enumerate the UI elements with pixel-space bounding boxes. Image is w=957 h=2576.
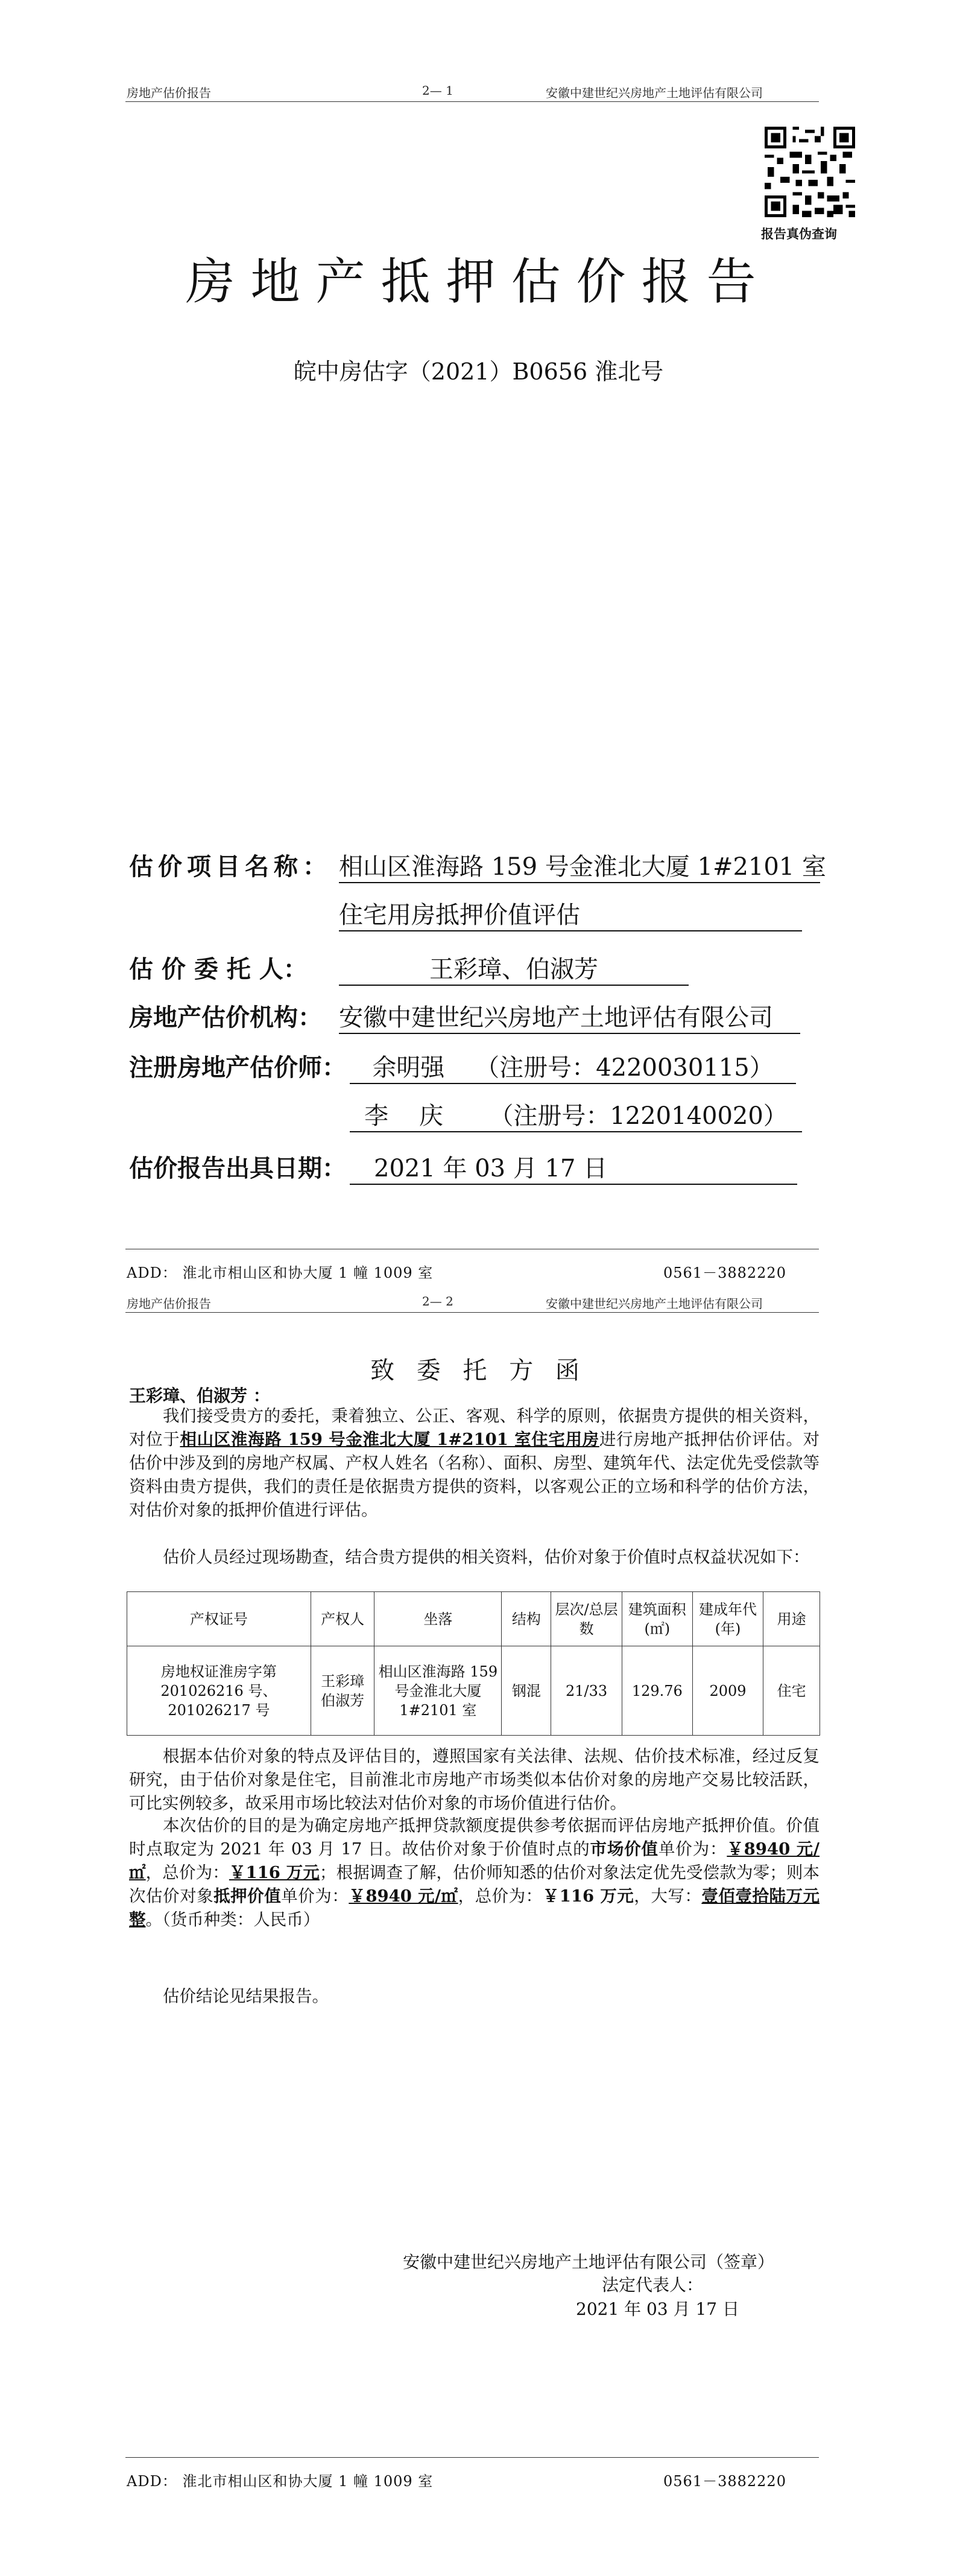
paragraph-1 — [129, 1404, 820, 1522]
table-header-cell: 建成年代(年) — [692, 1592, 763, 1646]
paragraph-5 — [129, 1985, 820, 2008]
page2-header-right: 安徽中建世纪兴房地产土地评估有限公司 — [546, 1296, 763, 1311]
project-name-value-1: 相山区淮海路 159 号金淮北大厦 1#2101 室 — [339, 848, 820, 883]
p4-text-a: 本次估价的目的是为确定房地产抵押贷款额度提供参考依据而评估房地产抵押价值。价值时点取定为 2021 年 03 月 17 日。故估价对象于价值时点的 — [129, 1816, 820, 1859]
table-cell: 住宅 — [763, 1646, 820, 1736]
table-header-cell: 坐落 — [374, 1592, 502, 1646]
p2-text: 估价人员经过现场勘查，结合贵方提供的相关资料，估价对象于价值时点权益状况如下： — [163, 1547, 810, 1567]
paragraph-2 — [129, 1546, 820, 1569]
p1-text-a: 我们接受贵方的委托，秉着独立、公正、客观、科学的原则，依据贵方提供的相关资料，对位于 — [129, 1406, 820, 1449]
p4-text-o: 。（货币种类：人民币） — [145, 1910, 320, 1929]
table-header-cell: 用途 — [763, 1592, 820, 1646]
p4-mortgage-total-price: ￥116 万元 — [542, 1886, 634, 1906]
p1-text-b: 进行房地产抵押估价评估。对估价中涉及到的房地产权属、产权人姓名（名称）、面积、房型、建筑年代、法定优先受偿款等资料由贵方提供，我们的责任是依据贵方提供的资料，以客观公正的立场和科学的估价方法，对估价对象的抵押价值进行评估。 — [129, 1430, 820, 1520]
table-header-cell: 建筑面积(㎡) — [622, 1592, 692, 1646]
p4-text-m: ，大写： — [634, 1886, 702, 1906]
page2-footer-address: ADD： 淮北市相山区和协大厦 1 幢 1009 室 — [127, 2473, 434, 2490]
report-date-value: 2021 年 03 月 17 日 — [350, 1149, 797, 1185]
appraiser-label: 注册房地产估价师： — [129, 1053, 346, 1082]
report-title: 房地产抵押估价报告 — [185, 253, 772, 311]
page1-header-rule — [125, 101, 819, 102]
qr-code-icon[interactable] — [765, 127, 855, 217]
page1-header-page: 2— 1 — [422, 83, 453, 98]
table-cell: 钢混 — [502, 1646, 551, 1736]
table-cell: 21/33 — [551, 1646, 622, 1736]
client-value: 王彩璋、伯淑芳 — [339, 950, 689, 986]
page2-footer-rule — [125, 2457, 819, 2458]
salutation: 王彩璋、伯淑芳 ： — [129, 1386, 270, 1406]
table-cell: 相山区淮海路 159 号金淮北大厦 1#2101 室 — [374, 1646, 502, 1736]
report-number: 皖中房估字（2021）B0656 淮北号 — [293, 358, 664, 385]
p4-text-i: 单价为： — [281, 1886, 349, 1906]
property-rights-table — [127, 1591, 820, 1736]
signature-date: 2021 年 03 月 17 日 — [576, 2299, 740, 2319]
table-header-cell: 产权证号 — [127, 1592, 311, 1646]
project-name-value-2: 住宅用房抵押价值评估 — [339, 896, 802, 931]
letter-title: 致 委 托 方 函 — [370, 1357, 587, 1385]
signature-legal-rep: 法定代表人： — [602, 2275, 704, 2295]
page1-footer-phone: 0561－3882220 — [663, 1264, 786, 1281]
table-header-cell: 层次/总层数 — [551, 1592, 622, 1646]
p4-text-g: ；根据调查了解，估价师知悉的估价对象法定优先受偿款为零；则本次估价对象 — [129, 1863, 820, 1906]
page1-header-left: 房地产估价报告 — [127, 86, 211, 100]
table-header-cell: 结构 — [502, 1592, 551, 1646]
agency-label: 房地产估价机构： — [129, 1003, 322, 1032]
p3-text: 根据本估价对象的特点及评估目的，遵照国家有关法律、法规、估价技术标准，经过反复研究，由于估价对象是住宅，目前淮北市房地产市场类似本估价对象的房地产交易比较活跃，可比实例较多，故采用市场比较法对估价对象的市场价值进行估价。 — [129, 1746, 820, 1813]
paragraph-4 — [129, 1814, 820, 1932]
p4-market-unit-price: ￥8940 元/㎡ — [129, 1839, 820, 1882]
report-date-label: 估价报告出具日期： — [129, 1154, 346, 1182]
project-name-label: 估价项目名称： — [129, 852, 332, 881]
agency-value: 安徽中建世纪兴房地产土地评估有限公司 — [339, 998, 800, 1034]
table-cell: 2009 — [692, 1646, 763, 1736]
p4-mortgage-value-term: 抵押价值 — [213, 1886, 282, 1906]
p4-amount-in-words: 壹佰壹拾陆万元整 — [129, 1886, 820, 1929]
table-cell: 王彩璋 伯淑芳 — [311, 1646, 374, 1736]
page2-header-rule — [125, 1312, 819, 1313]
page2-footer-phone: 0561－3882220 — [663, 2473, 786, 2490]
p4-text-e: ，总价为： — [145, 1863, 229, 1882]
paragraph-3 — [129, 1745, 820, 1815]
table-cell: 129.76 — [622, 1646, 692, 1736]
qr-caption: 报告真伪查询 — [761, 226, 837, 241]
signature-company: 安徽中建世纪兴房地产土地评估有限公司（签章） — [403, 2252, 775, 2272]
client-label: 估 价 委 托 人： — [129, 955, 308, 983]
p4-market-value-term: 市场价值 — [590, 1839, 659, 1859]
page1-footer-address: ADD： 淮北市相山区和协大厦 1 幢 1009 室 — [127, 1264, 434, 1281]
table-header-cell: 产权人 — [311, 1592, 374, 1646]
appraiser-1: 余明强 （注册号：4220030115） — [350, 1048, 796, 1084]
page2-header-left: 房地产估价报告 — [127, 1296, 211, 1311]
table-row — [127, 1646, 820, 1736]
p4-text-c: 单价为： — [658, 1839, 727, 1859]
table-cell: 房地权证淮房字第 201026216 号、201026217 号 — [127, 1646, 311, 1736]
p4-market-total-price: ￥116 万元 — [229, 1863, 320, 1882]
p5-text: 估价结论见结果报告。 — [163, 1987, 329, 2006]
p1-property-address: 相山区淮海路 159 号金淮北大厦 1#2101 室住宅用房 — [180, 1430, 599, 1449]
p4-mortgage-unit-price: ￥8940 元/㎡ — [349, 1886, 458, 1906]
p4-text-k: ，总价为： — [458, 1886, 543, 1906]
appraiser-2: 李 庆 （注册号：1220140020） — [350, 1097, 802, 1132]
page2-header-page: 2— 2 — [422, 1294, 453, 1309]
table-header-row — [127, 1592, 820, 1646]
page1-header-right: 安徽中建世纪兴房地产土地评估有限公司 — [546, 86, 763, 100]
